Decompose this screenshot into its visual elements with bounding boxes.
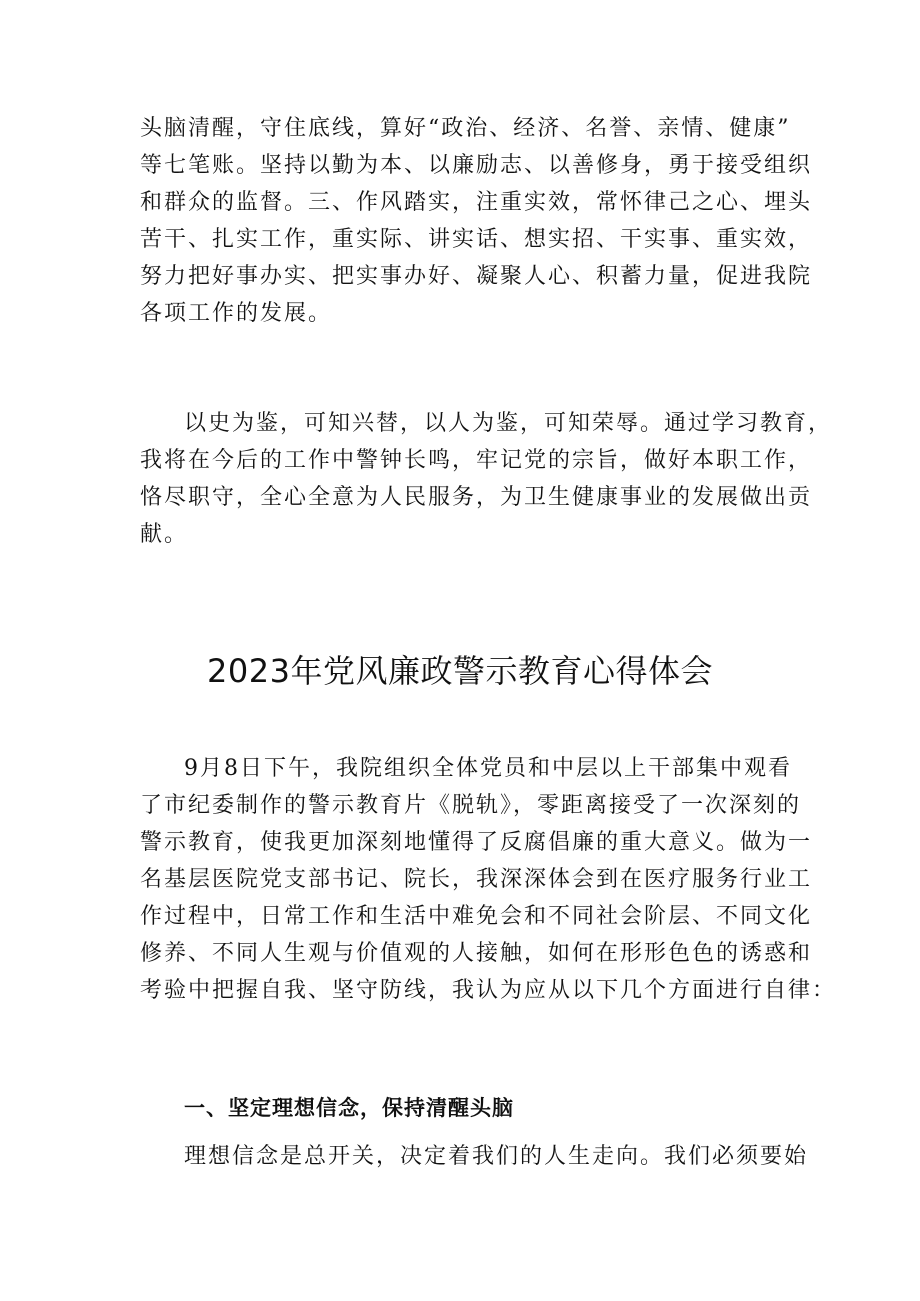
- text-line: 献。: [140, 522, 189, 547]
- text-line: 修养、不同人生观与价值观的人接触，如何在形形色色的诱惑和: [140, 941, 813, 966]
- text-line: 恪尽职守，全心全意为人民服务，为卫生健康事业的发展做出贡: [140, 485, 813, 510]
- paragraph-continuation: [140, 110, 813, 332]
- text-line: 苦干、扎实工作，重实际、讲实话、想实招、干实事、重实效，: [140, 227, 813, 252]
- text-line: 考验中把握自我、坚守防线，我认为应从以下几个方面进行自律：: [140, 978, 837, 1003]
- text-line: 作过程中，日常工作和生活中难免会和不同社会阶层、不同文化: [140, 904, 813, 929]
- text-line: 以史为鉴，可知兴替，以人为鉴，可知荣辱。通过学习教育，: [184, 411, 833, 436]
- text-line: 头脑清醒，守住底线，算好“政治、经济、名誉、亲情、健康”: [140, 116, 791, 141]
- text-line: 了市纪委制作的警示教育片《脱轨》，零距离接受了一次深刻的: [140, 793, 802, 818]
- paragraph-intro: [140, 750, 837, 1009]
- text-line: 等七笔账。坚持以勤为本、以廉励志、以善修身，勇于接受组织: [140, 153, 813, 178]
- text-line: 9月8日下午，我院组织全体党员和中层以上干部集中观看: [184, 756, 792, 781]
- text-line: 理想信念是总开关，决定着我们的人生走向。我们必须要始: [184, 1144, 809, 1169]
- text-line: 各项工作的发展。: [140, 301, 333, 326]
- paragraph-conclusion: [140, 405, 833, 553]
- text-line: 警示教育，使我更加深刻地懂得了反腐倡廉的重大意义。做为一: [140, 830, 813, 855]
- text-line: 名基层医院党支部书记、院长，我深深体会到在医疗服务行业工: [140, 867, 813, 892]
- paragraph-section-body: [140, 1138, 809, 1175]
- text-line: 我将在今后的工作中警钟长鸣，牢记党的宗旨，做好本职工作，: [140, 448, 813, 473]
- text-line: 努力把好事办实、把实事办好、凝聚人心、积蓄力量，促进我院: [140, 264, 813, 289]
- document-title: 2023年党风廉政警示教育心得体会: [207, 652, 713, 690]
- section-heading: 一、坚定理想信念，保持清醒头脑: [184, 1096, 514, 1120]
- text-line: 和群众的监督。三、作风踏实，注重实效，常怀律己之心、埋头: [140, 190, 813, 215]
